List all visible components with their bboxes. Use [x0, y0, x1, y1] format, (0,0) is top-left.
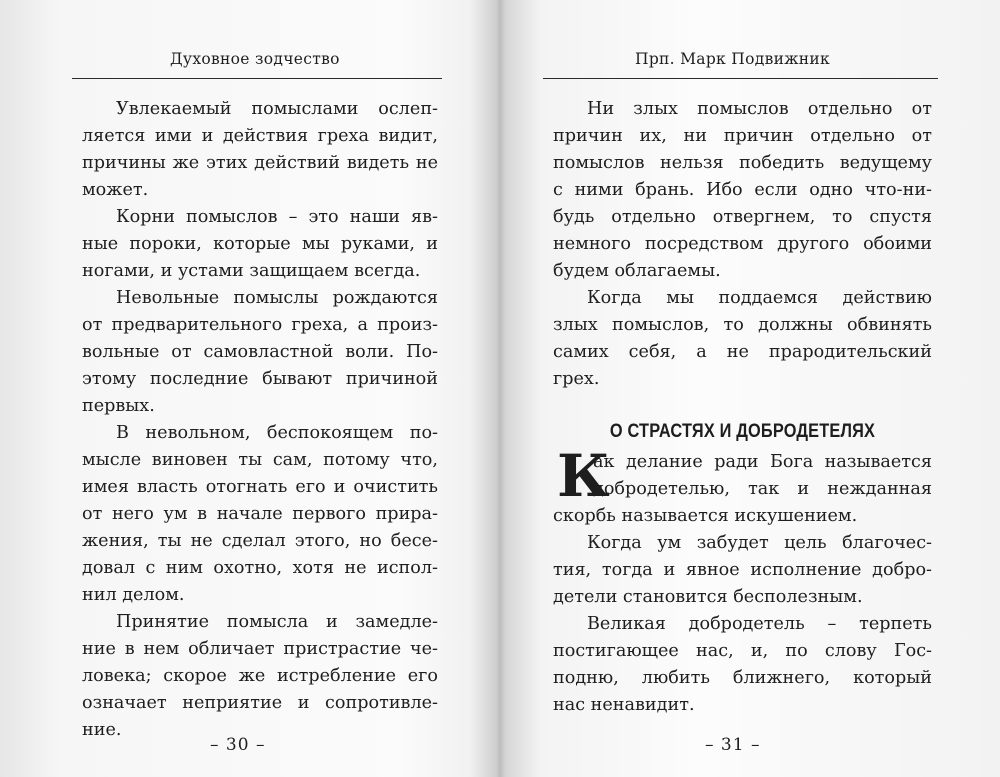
text-line: детели становится бесполезным.	[553, 587, 863, 607]
text-line: помыслов нельзя победить ведущему	[553, 153, 932, 173]
page-body	[82, 96, 438, 744]
page-number: – 31 –	[705, 735, 761, 755]
text-line: ляется ими и действия греха видит,	[82, 126, 438, 146]
text-line: подню, любить ближнего, который	[553, 668, 932, 688]
text-line: Увлекаемый помыслами ослеп-	[116, 99, 438, 119]
text-line: грех.	[553, 369, 600, 389]
text-line: ак делание ради Бога называется	[593, 452, 932, 472]
text-line: ные пороки, которые мы руками, и	[82, 234, 438, 254]
text-line: довал с ним охотно, хотя не испол-	[82, 558, 438, 578]
text-line: немного посредством другого обоими	[553, 234, 932, 254]
text-line: первых.	[82, 396, 155, 416]
text-line: мысле виновен ты сам, потому что,	[82, 450, 438, 470]
text-line: ловека; скорое же истребление его	[82, 666, 438, 686]
text-line: вольные от самовластной воли. По-	[82, 342, 438, 362]
text-line: имея власть отогнать его и очистить	[82, 477, 438, 497]
text-line: ногами, и устами защищаем всегда.	[82, 261, 421, 281]
header-rule	[543, 78, 938, 79]
text-line: Корни помыслов – это наши яв-	[116, 207, 438, 227]
text-line: с ними брань. Ибо если одно что-ни-	[553, 180, 932, 200]
page-number: – 30 –	[210, 735, 266, 755]
text-line: Невольные помыслы рождаются	[116, 288, 438, 308]
text-line: нас ненавидит.	[553, 695, 695, 715]
text-line: Принятие помысла и замедле-	[116, 612, 438, 632]
text-line: ние.	[82, 720, 122, 740]
text-line: причины же этих действий видеть не	[82, 153, 438, 173]
page-body	[553, 96, 932, 719]
text-line: Ни злых помыслов отдельно от	[587, 99, 932, 119]
text-line: злых помыслов, то должны обвинять	[553, 315, 932, 335]
text-line: Когда мы поддаемся действию	[587, 288, 932, 308]
text-line: от него ум в начале первого прира-	[82, 504, 438, 524]
text-line: будь отдельно отвергнем, то спустя	[553, 207, 932, 227]
left-page	[60, 0, 442, 777]
text-line: добродетелью, так и нежданная	[593, 479, 932, 499]
text-line: Когда ум забудет цель благочес-	[587, 533, 932, 553]
dropcap-paragraph	[553, 442, 932, 530]
text-line: самих себя, а не прародительский	[553, 342, 932, 362]
text-line: тия, тогда и явное исполнение добро-	[553, 560, 932, 580]
text-line: жения, ты не сделал этого, но бесе-	[82, 531, 438, 551]
text-line: будем облагаемы.	[553, 261, 721, 281]
drop-cap: К	[557, 442, 610, 510]
text-line: постигающее нас, и, по слову Гос-	[553, 641, 932, 661]
text-line: причин их, ни причин отдельно от	[553, 126, 932, 146]
text-line: Великая добродетель – терпеть	[587, 614, 932, 634]
section-heading: О СТРАСТЯХ И ДОБРОДЕТЕЛЯХ	[609, 421, 876, 442]
text-line: от предварительного греха, а произ-	[82, 315, 438, 335]
text-line: В невольном, беспокоящем по-	[116, 423, 438, 443]
text-line: может.	[82, 180, 149, 200]
text-line: скорбь называется искушением.	[553, 506, 858, 526]
running-head: Прп. Марк Подвижник	[635, 50, 831, 68]
right-page	[543, 0, 938, 777]
running-head: Духовное зодчество	[170, 50, 340, 68]
text-line: этому последние бывают причиной	[82, 369, 438, 389]
text-line: ние в нем обличает пристрастие че-	[82, 639, 438, 659]
text-line: нил делом.	[82, 585, 185, 605]
text-line: означает неприятие и сопротивле-	[82, 693, 438, 713]
header-rule	[72, 78, 442, 79]
